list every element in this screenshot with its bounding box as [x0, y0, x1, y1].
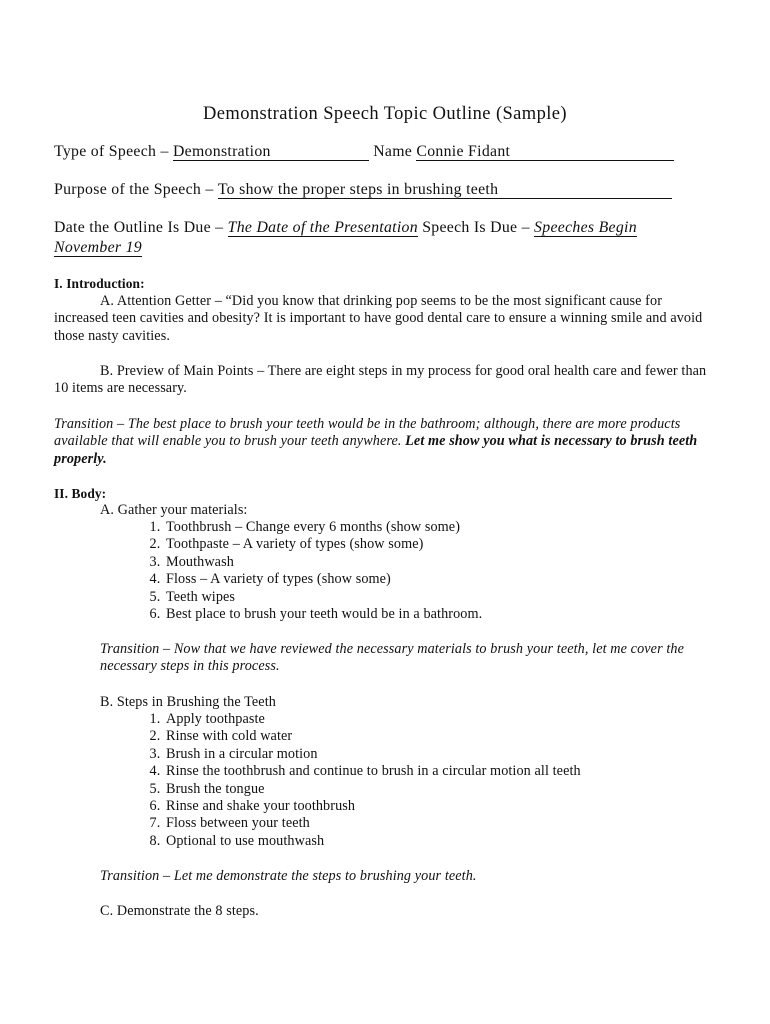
steps-list-item: 6. Rinse and shake your toothbrush	[164, 798, 581, 815]
purpose-label: Purpose of the Speech –	[54, 181, 214, 198]
purpose-line	[54, 181, 672, 199]
steps-list-item: 8. Optional to use mouthwash	[164, 833, 581, 850]
due-dates-line	[54, 219, 637, 237]
outline-due-label: Date the Outline Is Due –	[54, 219, 224, 236]
type-name-line	[54, 143, 674, 161]
steps-list-item: 1. Apply toothpaste	[164, 711, 581, 728]
steps-list-item: 3. Brush in a circular motion	[164, 746, 581, 763]
steps-list-item: 2. Rinse with cold water	[164, 728, 581, 745]
type-of-speech-value: Demonstration	[173, 144, 369, 161]
intro-transition-italic: Transition – The best place to brush your teeth would be in the bathroom; although, there are more products available that will enable you to brush your teeth anywhere.	[54, 416, 681, 450]
attention-getter: A. Attention Getter – “Did you know that drinking pop seems to be the most significant cause for increased teen cavities and obesity? It is important to have good dental care to ensure a winning smile and avoid those nasty cavities.	[54, 293, 703, 344]
materials-list-item: 3. Mouthwash	[164, 554, 482, 571]
due-dates-line-continued	[54, 239, 142, 257]
intro-heading: I. Introduction:	[54, 276, 145, 291]
speech-due-value-part2: November 19	[54, 239, 142, 256]
materials-list-item: 1. Toothbrush – Change every 6 months (show some)	[164, 519, 482, 536]
preview-main-points: B. Preview of Main Points – There are eight steps in my process for good oral health care and fewer than 10 items are necessary.	[54, 363, 707, 397]
transition-b: Transition – Let me demonstrate the steps to brushing your teeth.	[100, 868, 477, 884]
type-of-speech-label: Type of Speech –	[54, 143, 169, 160]
section-c-label: C. Demonstrate the 8 steps.	[100, 903, 259, 919]
steps-list-item: 7. Floss between your teeth	[164, 815, 581, 832]
section-b-label: B. Steps in Brushing the Teeth	[100, 694, 276, 710]
intro-transition-bold: Let me show you what is necessary to brush teeth properly.	[54, 433, 698, 467]
steps-list	[146, 711, 581, 850]
materials-list-item: 4. Floss – A variety of types (show some)	[164, 571, 482, 588]
speech-due-label: Speech Is Due –	[422, 219, 530, 236]
steps-list-item: 4. Rinse the toothbrush and continue to brush in a circular motion all teeth	[164, 763, 581, 780]
body-heading: II. Body:	[54, 486, 107, 501]
transition-a: Transition – Now that we have reviewed the necessary materials to brush your teeth, let me cover the necessary steps in this process.	[100, 641, 684, 675]
purpose-value: To show the proper steps in brushing teeth	[218, 182, 672, 199]
outline-due-value: The Date of the Presentation	[227, 219, 418, 236]
materials-list-item: 5. Teeth wipes	[164, 589, 482, 606]
document-title: Demonstration Speech Topic Outline (Sample)	[203, 104, 567, 124]
materials-list-item: 2. Toothpaste – A variety of types (show some)	[164, 536, 482, 553]
materials-list-item: 6. Best place to brush your teeth would be in a bathroom.	[164, 606, 482, 623]
section-a-label: A. Gather your materials:	[100, 502, 248, 518]
intro-transition	[54, 416, 714, 468]
steps-list-item: 5. Brush the tongue	[164, 781, 581, 798]
name-label: Name	[373, 143, 413, 160]
speech-due-value-part1: Speeches Begin	[534, 219, 637, 236]
materials-list	[146, 519, 482, 623]
name-value: Connie Fidant	[416, 144, 674, 161]
